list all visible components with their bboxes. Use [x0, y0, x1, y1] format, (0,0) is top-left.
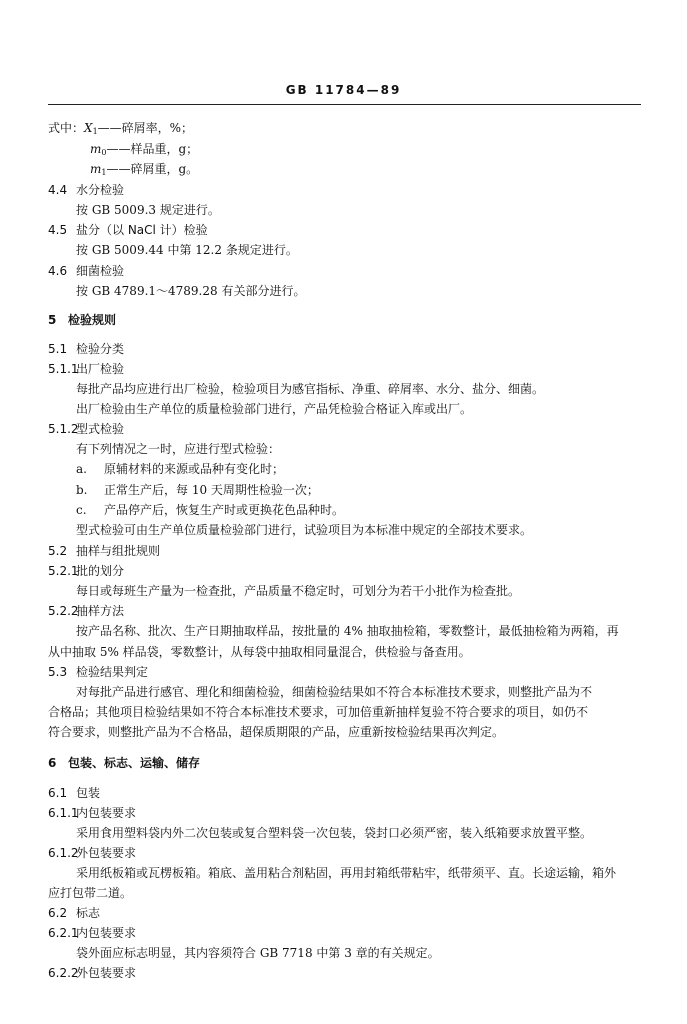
section-number: 5.1.2	[48, 422, 79, 436]
section-number: 5.1.1	[48, 362, 79, 376]
list-item	[76, 462, 284, 476]
section-5-3-line-1: 对每批产品进行感官、理化和细菌检验，细菌检验结果如不符合本标准技术要求，则整批产品为不	[76, 685, 593, 699]
var-description: ——样品重，g；	[106, 142, 199, 156]
standard-code-header: GB 11784—89	[285, 83, 402, 97]
section-number: 6.2.1	[48, 926, 79, 940]
section-5-2-heading	[48, 544, 160, 558]
list-text: 正常生产后，每 10 天周期性检验一次；	[104, 483, 319, 497]
var-subscript: 1	[101, 168, 107, 177]
section-title: 包装	[76, 786, 101, 800]
list-text: 原辅材料的来源或品种有变化时；	[104, 462, 285, 476]
section-title: 盐分（以 NaCl 计）检验	[76, 223, 208, 237]
section-6-heading	[48, 756, 200, 770]
list-item	[76, 503, 344, 517]
section-5-1-1-heading	[48, 362, 124, 376]
section-number: 5.2.2	[48, 604, 79, 618]
section-4-5-heading	[48, 223, 208, 237]
section-title: 检验规则	[68, 313, 117, 327]
var-description: ——碎屑重，g。	[106, 162, 199, 176]
section-5-1-heading	[48, 342, 124, 356]
formula-legend-2	[90, 142, 198, 160]
section-4-6-heading	[48, 264, 124, 278]
list-item	[76, 483, 319, 497]
section-title: 抽样方法	[76, 604, 125, 618]
var-symbol: X	[84, 121, 93, 135]
section-4-4-heading	[48, 183, 124, 197]
section-number: 4.5	[48, 223, 68, 237]
section-number: 4.6	[48, 264, 68, 278]
section-title: 检验分类	[76, 342, 125, 356]
section-5-2-1-body: 每日或每班生产量为一检查批，产品质量不稳定时，可划分为若干小批作为检查批。	[76, 584, 521, 598]
section-number: 6	[48, 756, 57, 770]
section-6-1-2-line-2: 应打包带二道。	[48, 886, 133, 900]
section-title: 细菌检验	[76, 264, 125, 278]
section-title: 出厂检验	[76, 362, 125, 376]
list-marker: b.	[76, 483, 88, 497]
section-5-2-2-heading	[48, 604, 124, 618]
section-title: 水分检验	[76, 183, 125, 197]
section-title: 包装、标志、运输、储存	[68, 756, 201, 770]
section-number: 5.2.1	[48, 564, 79, 578]
formula-prefix: 式中：	[48, 121, 85, 135]
header-rule	[48, 104, 641, 105]
section-5-2-2-line-2: 从中抽取 5% 样品袋，零数整计，从每袋中抽取相同量混合，供检验与备查用。	[48, 645, 471, 659]
section-number: 5.3	[48, 665, 68, 679]
formula-legend-3	[90, 162, 198, 180]
section-title: 抽样与组批规则	[76, 544, 161, 558]
list-marker: c.	[76, 503, 87, 517]
section-number: 5.2	[48, 544, 68, 558]
section-6-1-heading	[48, 786, 100, 800]
var-symbol: m	[90, 162, 102, 176]
section-number: 6.2	[48, 906, 68, 920]
section-number: 6.1.2	[48, 846, 79, 860]
section-6-1-1-body: 采用食用塑料袋内外二次包装或复合塑料袋一次包装，袋封口必须严密，装入纸箱要求放置平整。	[76, 826, 593, 840]
section-5-3-line-3: 符合要求，则整批产品为不合格品，超保质期限的产品，应重新按检验结果再次判定。	[48, 725, 505, 739]
section-5-3-heading	[48, 665, 148, 679]
var-symbol: m	[90, 142, 102, 156]
section-4-5-body: 按 GB 5009.44 中第 12.2 条规定进行。	[76, 243, 298, 257]
section-5-2-1-heading	[48, 564, 124, 578]
section-title: 检验结果判定	[76, 665, 149, 679]
section-4-6-body: 按 GB 4789.1～4789.28 有关部分进行。	[76, 284, 306, 298]
section-number: 6.1.1	[48, 806, 79, 820]
section-5-1-2-outro: 型式检验可由生产单位质量检验部门进行，试验项目为本标准中规定的全部技术要求。	[76, 523, 533, 537]
formula-legend-1	[48, 121, 193, 139]
section-number: 4.4	[48, 183, 68, 197]
var-subscript: 1	[92, 127, 98, 136]
list-marker: a.	[76, 462, 87, 476]
section-title: 批的划分	[76, 564, 125, 578]
section-6-2-heading	[48, 906, 100, 920]
section-number: 6.1	[48, 786, 68, 800]
section-number: 6.2.2	[48, 966, 79, 980]
section-5-1-1-para-1: 每批产品均应进行出厂检验，检验项目为感官指标、净重、碎屑率、水分、盐分、细菌。	[76, 382, 545, 396]
section-5-heading	[48, 313, 116, 327]
section-5-1-2-intro: 有下列情况之一时，应进行型式检验：	[76, 442, 281, 456]
section-title: 标志	[76, 906, 101, 920]
section-title: 外包装要求	[76, 966, 137, 980]
var-description: ——碎屑率，%；	[97, 121, 194, 135]
section-5-1-1-para-2: 出厂检验由生产单位的质量检验部门进行，产品凭检验合格证入库或出厂。	[76, 402, 473, 416]
section-title: 内包装要求	[76, 806, 137, 820]
section-6-2-1-heading	[48, 926, 136, 940]
section-6-2-1-body: 袋外面应标志明显，其内容须符合 GB 7718 中第 3 章的有关规定。	[76, 946, 440, 960]
section-title: 型式检验	[76, 422, 125, 436]
section-5-1-2-heading	[48, 422, 124, 436]
section-6-2-2-heading	[48, 966, 136, 980]
section-title: 内包装要求	[76, 926, 137, 940]
section-6-1-1-heading	[48, 806, 136, 820]
section-number: 5	[48, 313, 57, 327]
list-text: 产品停产后，恢复生产时或更换花色品种时。	[104, 503, 345, 517]
section-6-1-2-line-1: 采用纸板箱或瓦楞板箱。箱底、盖用粘合剂粘固，再用封箱纸带粘牢，纸带须平、直。长途运输，箱外	[76, 866, 617, 880]
section-4-4-body: 按 GB 5009.3 规定进行。	[76, 203, 220, 217]
section-title: 外包装要求	[76, 846, 137, 860]
section-5-3-line-2: 合格品；其他项目检验结果如不符合本标准技术要求，可加倍重新抽样复验不符合要求的项目，如仍不	[48, 705, 589, 719]
var-subscript: 0	[101, 148, 107, 157]
section-5-2-2-line-1: 按产品名称、批次、生产日期抽取样品，按批量的 4% 抽取抽检箱，零数整计，最低抽检箱为两箱，再	[76, 624, 619, 638]
section-6-1-2-heading	[48, 846, 136, 860]
section-number: 5.1	[48, 342, 68, 356]
